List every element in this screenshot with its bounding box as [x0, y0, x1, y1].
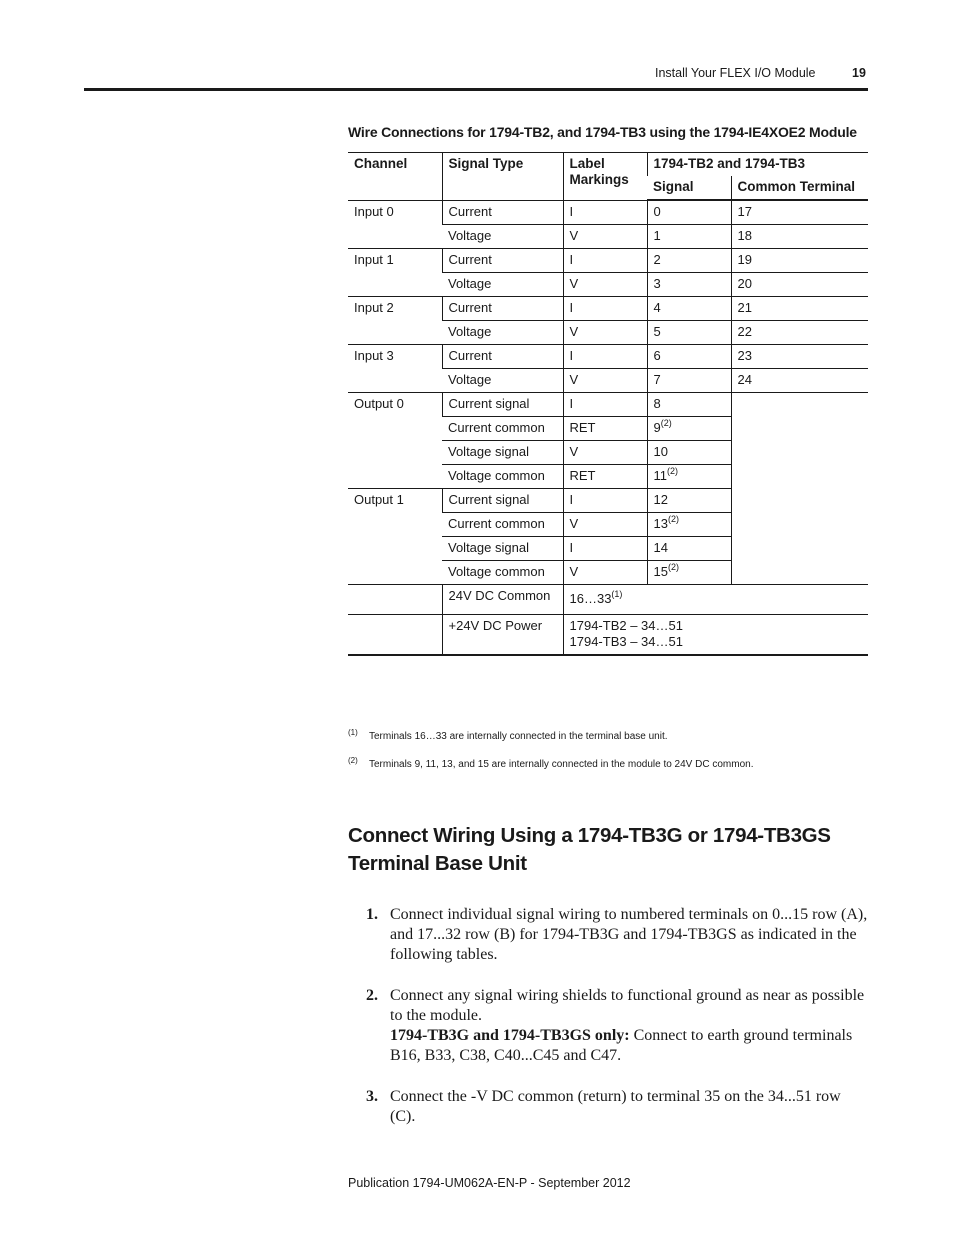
wire-connections-table [348, 152, 868, 656]
label-cell: RET [563, 417, 647, 441]
channel-cell: Output 1 [348, 489, 442, 585]
footnote-text: Terminals 16…33 are internally connected in the terminal base unit. [369, 731, 668, 742]
table-row [348, 393, 868, 417]
signal-type-cell: Current [442, 249, 563, 273]
section-title: Connect Wiring Using a 1794-TB3G or 1794-TB3GS Terminal Base Unit [348, 824, 831, 875]
col-header-label-markings: Label Markings [563, 153, 647, 201]
signal-value: 15 [653, 564, 668, 579]
footnote-ref: (2) [667, 514, 679, 524]
signal-cell [647, 513, 731, 537]
signal-cell: 3 [647, 273, 731, 297]
signal-type-cell: Current common [442, 417, 563, 441]
label-cell: V [563, 513, 647, 537]
dc-common-value: 16…33 [569, 591, 612, 606]
footnote-ref: (2) [667, 562, 679, 572]
step-text-extra: Connect to earth ground terminals B16, B33, C38, C40...C45 and C47. [390, 1027, 853, 1064]
signal-cell: 14 [647, 537, 731, 561]
label-cell: I [563, 200, 647, 225]
col-header-common-terminal: Common Terminal [731, 176, 868, 200]
label-cell: V [563, 441, 647, 465]
signal-cell: 4 [647, 297, 731, 321]
signal-cell [647, 561, 731, 585]
common-cell: 20 [731, 273, 868, 297]
label-cell: I [563, 489, 647, 513]
footnote-mark: (1) [348, 728, 358, 737]
channel-cell: Input 0 [348, 200, 442, 249]
label-cell: V [563, 321, 647, 345]
header-rule [84, 88, 868, 91]
signal-cell: 12 [647, 489, 731, 513]
signal-cell: 6 [647, 345, 731, 369]
signal-cell: 10 [647, 441, 731, 465]
signal-cell [647, 465, 731, 489]
signal-type-cell: +24V DC Power [442, 615, 563, 656]
channel-cell: Input 3 [348, 345, 442, 393]
signal-type-cell: Current signal [442, 393, 563, 417]
common-cell: 21 [731, 297, 868, 321]
signal-type-cell: Voltage common [442, 465, 563, 489]
signal-type-cell: Voltage [442, 369, 563, 393]
signal-value: 9 [653, 420, 661, 435]
signal-type-cell: Voltage common [442, 561, 563, 585]
footnote-ref: (1) [611, 589, 623, 599]
signal-cell [647, 417, 731, 441]
label-cell: RET [563, 465, 647, 489]
label-cell: I [563, 249, 647, 273]
dc-power-tb2: 1794-TB2 – 34…51 [569, 618, 683, 633]
signal-type-cell: 24V DC Common [442, 585, 563, 615]
channel-cell: Output 0 [348, 393, 442, 489]
footnote-ref: (2) [660, 418, 672, 428]
table-row [348, 297, 868, 321]
signal-type-cell: Current common [442, 513, 563, 537]
step-bold-lead: 1794-TB3G and 1794-TB3GS only: [390, 1027, 630, 1044]
label-cell: I [563, 537, 647, 561]
table-row [348, 200, 868, 225]
signal-type-cell: Current [442, 297, 563, 321]
label-cell: I [563, 345, 647, 369]
page-number: 19 [852, 66, 866, 80]
label-cell: V [563, 225, 647, 249]
step-text: Connect any signal wiring shields to functional ground as near as possible to the module. [390, 987, 865, 1024]
step-number: 2. [366, 987, 378, 1004]
footnote-ref: (2) [667, 466, 678, 476]
signal-cell: 0 [647, 200, 731, 225]
table-row [348, 249, 868, 273]
step-number: 3. [366, 1088, 378, 1105]
signal-type-cell: Voltage signal [442, 537, 563, 561]
channel-cell-empty [348, 615, 442, 656]
label-cell: I [563, 393, 647, 417]
list-item [366, 1087, 868, 1127]
dc-common-range [563, 585, 868, 615]
signal-type-cell: Current [442, 200, 563, 225]
signal-type-cell: Current [442, 345, 563, 369]
dc-power-terminals [563, 615, 868, 656]
list-item [366, 905, 868, 965]
label-cell: V [563, 273, 647, 297]
common-cell-empty [731, 393, 868, 585]
common-cell: 19 [731, 249, 868, 273]
dc-power-tb3: 1794-TB3 – 34…51 [569, 634, 683, 649]
col-header-signal-type: Signal Type [442, 153, 563, 201]
footnote-mark: (2) [348, 756, 358, 765]
signal-value: 11 [653, 468, 667, 483]
signal-cell: 7 [647, 369, 731, 393]
signal-value: 13 [653, 516, 668, 531]
col-header-signal: Signal [647, 176, 731, 200]
channel-cell-empty [348, 585, 442, 615]
footnote-text: Terminals 9, 11, 13, and 15 are internally connected in the module to 24V DC common. [369, 759, 754, 770]
channel-cell: Input 1 [348, 249, 442, 297]
label-cell: I [563, 297, 647, 321]
signal-cell: 2 [647, 249, 731, 273]
signal-type-cell: Voltage signal [442, 441, 563, 465]
common-cell: 22 [731, 321, 868, 345]
table-row [348, 615, 868, 656]
col-header-group: 1794-TB2 and 1794-TB3 [647, 153, 868, 177]
col-header-channel: Channel [348, 153, 442, 201]
step-text: Connect individual signal wiring to numbered terminals on 0...15 row (A), and 17...32 row (B) for 1794-TB3G and 1794-TB3GS as indicated in the following tables. [390, 906, 868, 963]
step-number: 1. [366, 906, 378, 923]
list-item [366, 986, 868, 1066]
common-cell: 17 [731, 200, 868, 225]
signal-cell: 8 [647, 393, 731, 417]
signal-type-cell: Current signal [442, 489, 563, 513]
signal-type-cell: Voltage [442, 321, 563, 345]
publication-footer: Publication 1794-UM062A-EN-P - September 2012 [348, 1176, 631, 1190]
label-cell: V [563, 369, 647, 393]
signal-type-cell: Voltage [442, 225, 563, 249]
common-cell: 23 [731, 345, 868, 369]
table-row [348, 585, 868, 615]
table-row [348, 345, 868, 369]
common-cell: 18 [731, 225, 868, 249]
signal-cell: 1 [647, 225, 731, 249]
table-caption: Wire Connections for 1794-TB2, and 1794-TB3 using the 1794-IE4XOE2 Module [348, 124, 857, 140]
channel-cell: Input 2 [348, 297, 442, 345]
common-cell: 24 [731, 369, 868, 393]
steps-list [366, 905, 868, 1148]
header-title: Install Your FLEX I/O Module [655, 66, 816, 80]
label-cell: V [563, 561, 647, 585]
signal-type-cell: Voltage [442, 273, 563, 297]
signal-cell: 5 [647, 321, 731, 345]
step-text: Connect the -V DC common (return) to terminal 35 on the 34...51 row (C). [390, 1088, 841, 1125]
